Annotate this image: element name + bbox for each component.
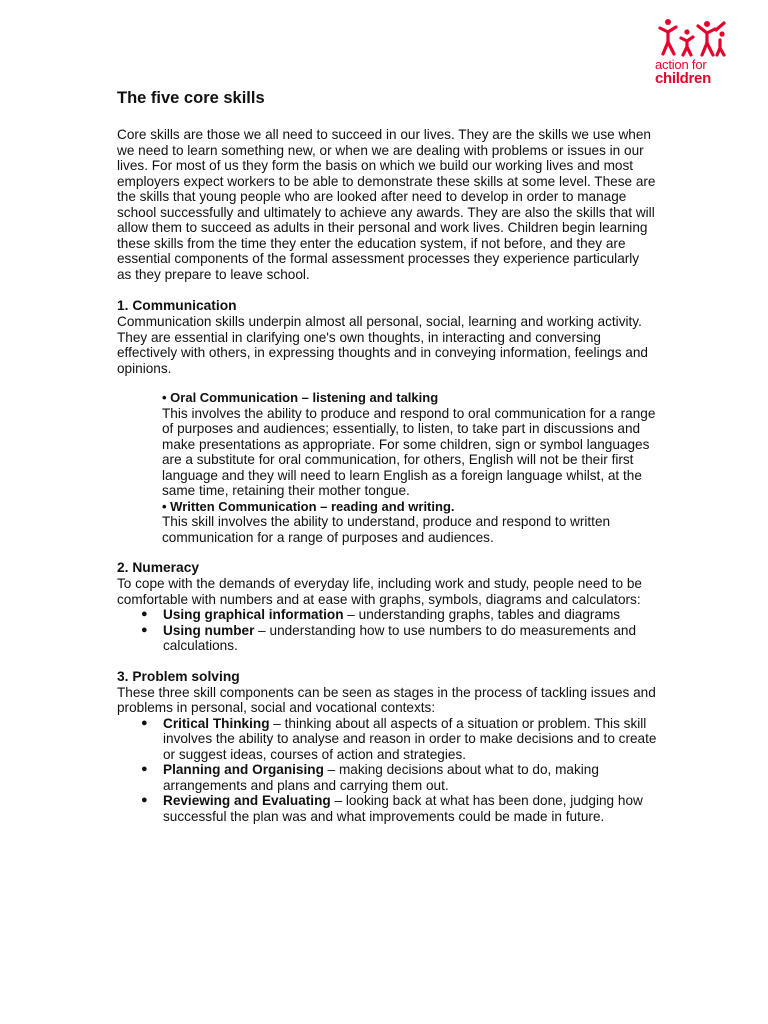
bullet-icon: ●	[141, 623, 148, 636]
problem-solving-paragraph: These three skill components can be seen as stages in the process of tackling issues and problems in personal, social and vocational contexts:	[117, 684, 656, 715]
brand-wordmark	[655, 58, 729, 86]
list-item	[117, 716, 657, 763]
list-item-text: – thinking about all aspects of a situation or problem. This skill involves the ability to analyse and reason in order to make decisions and to create or suggest ideas, courses of action and strategies.	[163, 715, 657, 762]
list-item	[117, 793, 657, 824]
section-problem-solving	[117, 669, 657, 825]
bullet-icon: ●	[141, 716, 148, 729]
section-heading-numeracy: 2. Numeracy	[117, 560, 200, 575]
list-item-term: Reviewing and Evaluating	[163, 793, 331, 808]
list-item-term: Using number	[163, 622, 255, 638]
intro-paragraph: Core skills are those we all need to succeed in our lives. They are the skills we use when we need to learn something new, or when we are dealing with problems or issues in our lives. For most of us they form the basis on which we build our working lives and most employers expect workers to be able to demonstrate these skills at some level. These are the skills that young people who are looked after need to develop in order to manage school successfully and ultimately to achieve any awards. They are also the skills that will allow them to succeed as adults in their personal and work lives. Children begin learning these skills from the time they enter the education system, if not before, and they are essential components of the formal assessment processes they experience particularly as they prepare to leave school.	[117, 127, 656, 282]
section-communication	[117, 298, 657, 545]
list-item-term: Planning and Organising	[163, 762, 324, 777]
communication-paragraph: Communication skills underpin almost all personal, social, learning and working activity. They are essential in clarifying one's own thoughts, in interacting and conversing effectively with others, in expressing thoughts and in conveying information, feelings and opinions.	[117, 314, 648, 376]
brand-line-2: children	[655, 70, 711, 87]
subsection-oral	[162, 390, 657, 545]
list-item-text: – understanding how to use numbers to do measurements and calculations.	[163, 622, 637, 653]
list-item-text: – making decisions about what to do, making arrangements and plans and carrying them out.	[163, 762, 599, 793]
brand-line-1: action for	[655, 57, 707, 72]
bullet-icon: ●	[141, 794, 148, 806]
numeracy-list	[117, 607, 657, 654]
bullet-icon: ●	[141, 608, 148, 620]
list-item-term: Critical Thinking	[163, 715, 270, 731]
section-heading-problem-solving: 3. Problem solving	[117, 668, 240, 684]
page-title: The five core skills	[117, 89, 265, 107]
bullet-icon: ●	[141, 763, 148, 775]
problem-solving-list	[117, 716, 657, 825]
list-item-text: – looking back at what has been done, judging how successful the plan was and what improvements could be made in future.	[163, 793, 643, 824]
section-heading-communication: 1. Communication	[117, 298, 237, 313]
list-item	[117, 607, 657, 623]
people-figures-logo-icon	[654, 18, 728, 58]
written-paragraph: This skill involves the ability to understand, produce and respond to written communication for a range of purposes and audiences.	[162, 514, 611, 545]
list-item-text: – understanding graphs, tables and diagrams	[343, 607, 621, 622]
section-numeracy	[117, 560, 657, 654]
list-item	[117, 623, 657, 654]
oral-title: • Oral Communication – listening and talking	[162, 390, 439, 405]
list-item	[117, 762, 657, 793]
written-title: • Written Communication – reading and writing.	[162, 498, 455, 514]
list-item-term: Using graphical information	[163, 607, 344, 622]
document-body	[117, 88, 657, 839]
brand-logo	[654, 18, 728, 90]
oral-paragraph: This involves the ability to produce and respond to oral communication for a range of purposes and audiences; essentially, to listen, to take part in discussions and make presentations as appropriate. For some children, sign or symbol languages are a substitute for oral communication, for others, English will not be their first language and they will need to learn English as a foreign language whilst, at the same time, retaining their mother tongue.	[162, 405, 656, 498]
numeracy-paragraph: To cope with the demands of everyday life, including work and study, people need to be comfortable with numbers and at ease with graphs, symbols, diagrams and calculators:	[117, 576, 642, 607]
